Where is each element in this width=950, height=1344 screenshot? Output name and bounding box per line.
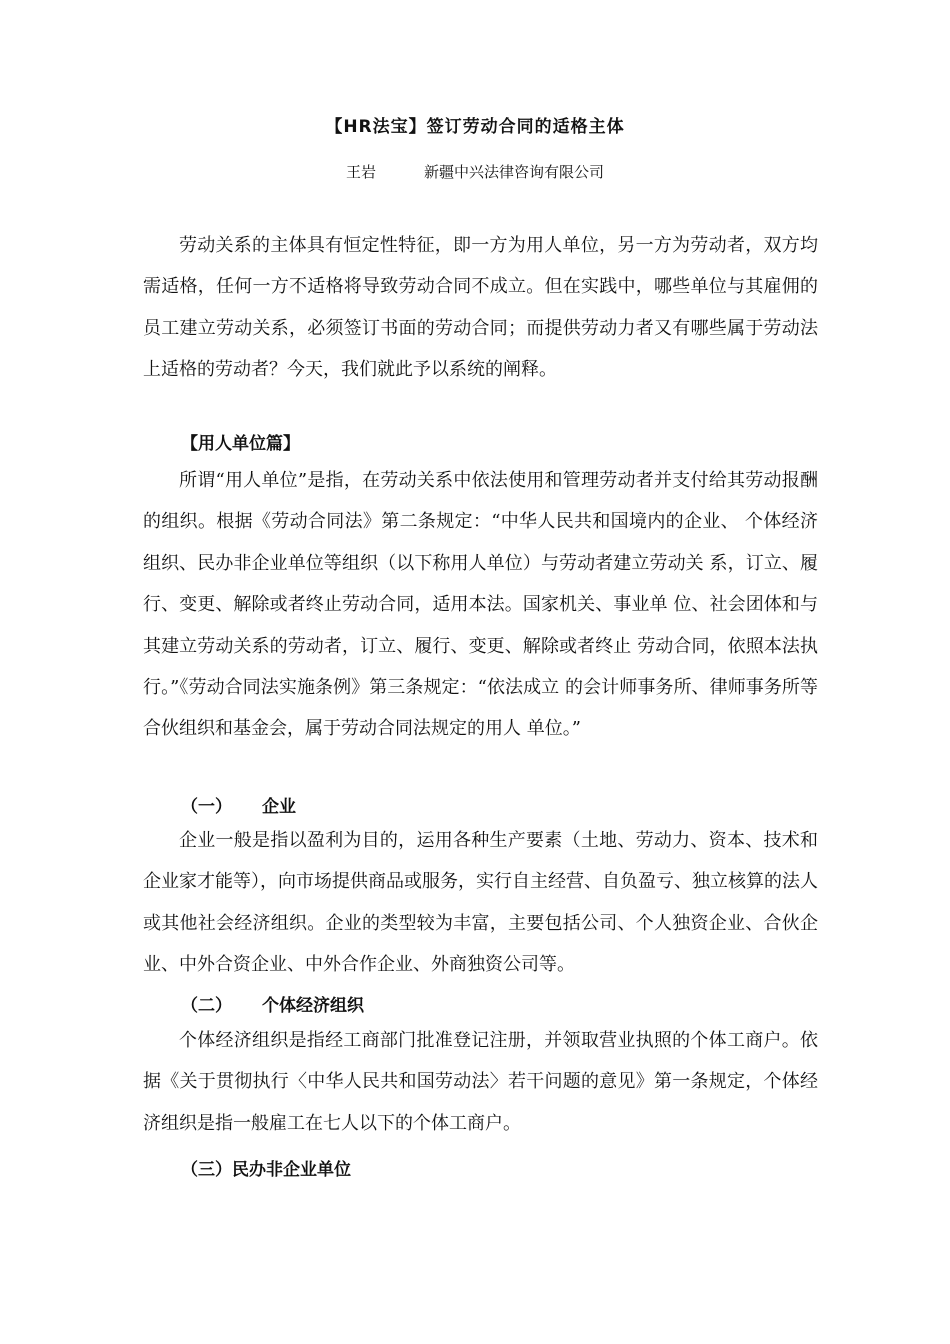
subheading-individual-economic-org	[181, 991, 364, 1016]
subheading-number: （二）	[181, 996, 232, 1016]
document-title: 【HR法宝】签订劳动合同的适格主体	[325, 117, 625, 137]
subheading-title: 企业	[262, 797, 296, 817]
employer-definition-paragraph: 所谓“用人单位”是指，在劳动关系中依法使用和管理劳动者并支付给其劳动报酬的组织。根据《劳动合同法》第二条规定：“中华人民共和国境内的企业、 个体经济组织、民办非企业单位等组织（以下称用人单位）与劳动者建立劳动关 系，订立、履行、变更、解除或者终止劳动合同，适用本法。国家机关、事业单 位、社会团体和与其建立劳动关系的劳动者，订立、履行、变更、解除或者终止 劳动合同，依照本法执行。”《劳动合同法实施条例》第三条规定：“依法成立 的会计师事务所、律师事务所等合伙组织和基金会，属于劳动合同法规定的用人 单位。”	[143, 470, 818, 740]
intro-paragraph: 劳动关系的主体具有恒定性特征，即一方为用人单位，另一方为劳动者，双方均需适格，任何一方不适格将导致劳动合同不成立。但在实践中，哪些单位与其雇佣的员工建立劳动关系，必须签订书面的劳动合同；而提供劳动力者又有哪些属于劳动法上适格的劳动者？今天，我们就此予以系统的阐释。	[143, 235, 818, 381]
subheading-number: （一）	[181, 797, 232, 817]
individual-economic-org-paragraph: 个体经济组织是指经工商部门批准登记注册，并领取营业执照的个体工商户。依据《关于贯彻执行〈中华人民共和国劳动法〉若干问题的意见》第一条规定，个体经济组织是指一般雇工在七人以下的个体工商户。	[143, 1030, 818, 1134]
subheading-title: 个体经济组织	[262, 996, 364, 1016]
subheading-private-non-enterprise: （三）民办非企业单位	[181, 1160, 351, 1180]
enterprise-paragraph: 企业一般是指以盈利为目的，运用各种生产要素（土地、劳动力、资本、技术和企业家才能等），向市场提供商品或服务，实行自主经营、自负盈亏、独立核算的法人或其他社会经济组织。企业的类型较为丰富，主要包括公司、个人独资企业、合伙企业、中外合资企业、中外合作企业、外商独资公司等。	[143, 830, 818, 976]
byline	[0, 161, 950, 182]
subheading-enterprise	[181, 792, 296, 817]
author-name: 王岩	[345, 163, 376, 181]
organization-name: 新疆中兴法律咨询有限公司	[424, 163, 605, 181]
section-heading-employer: 【用人单位篇】	[181, 434, 300, 454]
